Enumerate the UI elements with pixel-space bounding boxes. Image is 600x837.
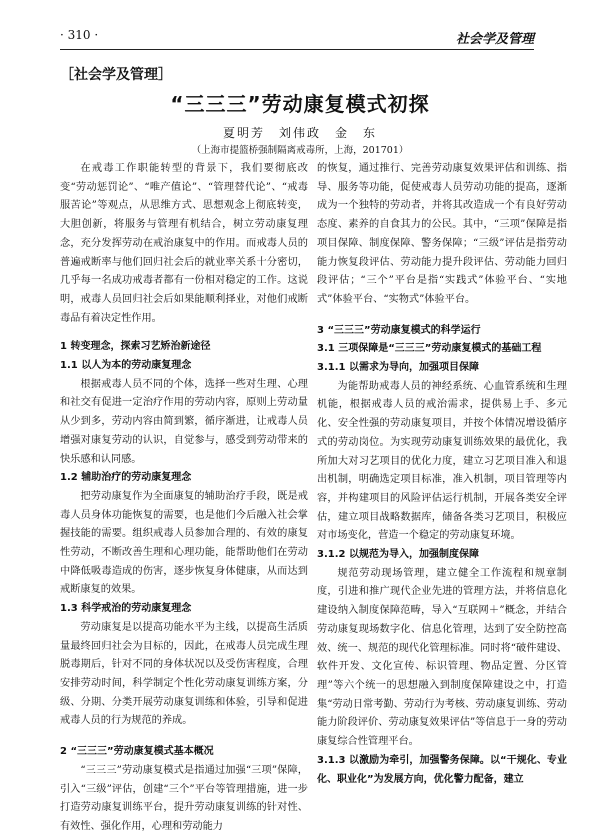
affiliation: （上海市提篮桥强制隔离戒毒所，上海，201701） xyxy=(191,145,409,156)
section-heading: 3 “三三三”劳动康复模式的科学运行 xyxy=(317,324,481,336)
section-heading: 1.2 辅助治疗的劳动康复理念 xyxy=(60,472,192,484)
body-paragraph: 根据戒毒人员不同的个体，选择一些对生理、心理和社交有促进一定治疗作用的劳动内容，原则上劳动量从少到多，劳动内容由简到繁，循序渐进，让戒毒人员增强对康复劳动的认识，自觉参与，感受到劳动带来的快乐感和认同感。 xyxy=(60,378,308,465)
body-paragraph: 劳动康复是以提高功能水平为主线，以提高生活质量最终回归社会为目标的，因此，在戒毒人员完成生理脱毒期后，针对不同的身体状况以及受伤害程度，合理安排劳动时间，科学制定个性化劳动康复训练方案，分级、分期、分类开展劳动康复训练和体验，引导和促进戒毒人员的行为规范的养成。 xyxy=(60,621,308,727)
section-heading: 1 转变理念，探索习艺矫治新途径 xyxy=(60,341,211,353)
spacer xyxy=(60,328,308,338)
section-heading: 3.1.3 以激励为牵引，加强警务保障。以“干规化、专业化、职业化”为发展方向，优化警力配备，建立 xyxy=(317,754,567,785)
page-number: · 310 · xyxy=(60,28,99,42)
section-tag: ［社会学及管理］ xyxy=(60,67,172,83)
spacer xyxy=(60,731,308,743)
journal-section-name: 社会学及管理 xyxy=(455,32,534,47)
section-heading: 1.3 科学戒治的劳动康复理念 xyxy=(60,603,192,615)
section-heading: 3.1.1 以需求为导向，加强项目保障 xyxy=(317,362,479,374)
header-rule xyxy=(60,49,534,50)
body-paragraph: 为能帮助戒毒人员的神经系统、心血管系统和生理机能，根据戒毒人员的戒治需求，提供易上手、多元化、安全性强的劳动康复项目，并按个体情况增设循序式的劳动岗位。为实现劳动康复训练效果的最优化，我所加大对习艺项目的优化力度，建立习艺项目准入和退出机制，明确选定项目标准，准入机制，项目管理等内容，并构建项目的风险评估运行机制，开展各类安全评估，建立项目战略数据库，储备各类习艺项目，积极应对市场变化，营造一个稳定的劳动康复环境。 xyxy=(317,380,567,542)
body-paragraph: 在戒毒工作职能转型的背景下，我们要彻底改变“劳动惩罚论”、“唯产值论”、“管理替代论”、“戒毒服苦论”等观点，从思维方式、思想观念上彻底转变，大胆创新，将服务与管理有机结合，树立劳动康复理念，充分发挥劳动在戒治康复中的作用。而戒毒人员的普遍戒断率与他们回归社会后的就业率关系十分密切，几乎每一名成功戒毒者都有一份相对稳定的工作。这说明，戒毒人员回归社会后如果能顺利择业，对他们戒断毒品有着决定性作用。 xyxy=(60,163,308,324)
authors: 夏明芳 刘伟政 金 东 xyxy=(222,126,377,140)
body-paragraph: 的恢复，通过推行、完善劳动康复效果评估和训练、指导、服务等功能，促使戒毒人员劳动功能的提高，逐渐成为一个独特的劳动者，并将其改造成一个有良好劳动态度、素养的自食其力的公民。其中，“三项”保障是指项目保障、制度保障、警务保障；“三级”评估是指劳动能力恢复段评估、劳动能力提升段评估、劳动能力回归段评估；“三个”平台是指“实践式”体验平台、“实地式”体验平台、“实物式”体验平台。 xyxy=(317,163,567,305)
section-heading: 3.1 三项保障是“三三三”劳动康复模式的基础工程 xyxy=(317,343,542,355)
section-heading: 1.1 以人为本的劳动康复理念 xyxy=(60,360,192,372)
section-heading: 2 “三三三”劳动康复模式基本概况 xyxy=(60,746,214,758)
right-column xyxy=(317,160,567,789)
page-header xyxy=(30,28,570,50)
body-paragraph: 规范劳动现场管理，建立健全工作流程和规章制度，引进和推广现代企业先进的管理方法，并将信息化建设纳入制度保障范畴，导入“互联网＋”概念，并结合劳动康复现场数字化、信息化管理，达到了安全防控高效、统一、规范的现代化管理标准。同时将“破件建设、软件开发、文化宣传、标识管理、物品定置、分区管理”等六个统一的思想融入到制度保障建设之中，打造集“劳动日常考勤、劳动行为考核、劳动康复训练、劳动能力阶段评价、劳动康复效果评估”等信息于一身的劳动康复综合性管理平台。 xyxy=(317,567,567,748)
article-title: “三三三”劳动康复模式初探 xyxy=(170,92,430,116)
left-column xyxy=(60,160,308,837)
section-heading: 3.1.2 以规范为导入，加强制度保障 xyxy=(317,549,479,561)
body-paragraph: “三三三”劳动康复模式是指通过加强“三项”保障，引入“三级”评估，创建“三个”平台等管理措施，进一步打造劳动康复训练平台，提升劳动康复训练的针对性、有效性、强化作用，心理和劳动能力 xyxy=(60,764,308,832)
body-paragraph: 把劳动康复作为全面康复的辅助治疗手段，既是戒毒人员身体功能恢复的需要，也是他们今后融入社会掌握技能的需要。组织戒毒人员参加合理的、有效的康复性劳动，不断改善生理和心理功能，能帮助他们在劳动中降低吸毒造成的伤害，逐步恢复身体健康，从而达到戒断康复的效果。 xyxy=(60,490,308,596)
spacer xyxy=(317,310,567,322)
